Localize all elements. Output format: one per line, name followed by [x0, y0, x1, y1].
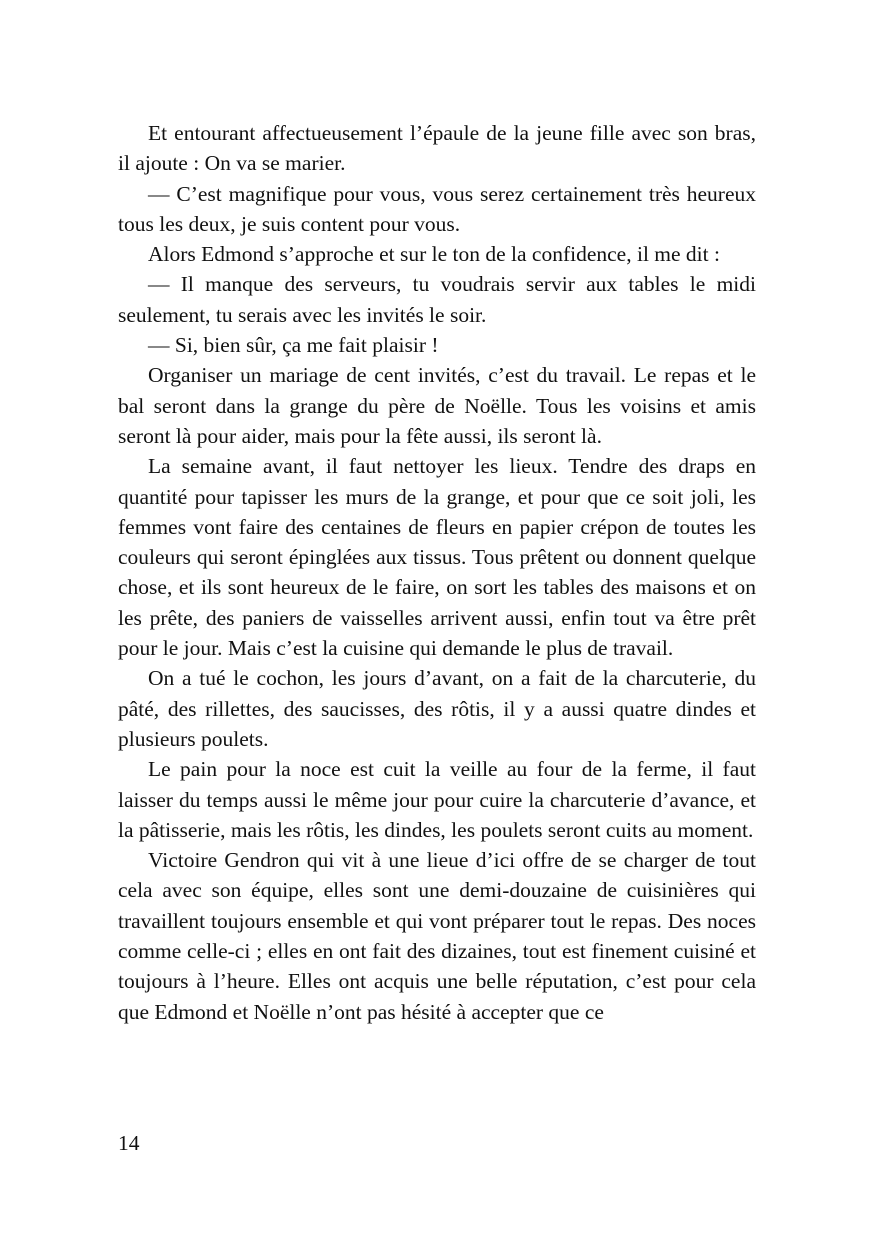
paragraph: — C’est magnifique pour vous, vous serez certainement très heureux tous les deux, je suis content pour vous. [118, 181, 756, 236]
paragraph: — Si, bien sûr, ça me fait plaisir ! [148, 333, 439, 358]
page-number: 14 [118, 1131, 140, 1155]
paragraph: — Il manque des serveurs, tu voudrais servir aux tables le midi seulement, tu serais avec les invités le soir. [118, 272, 756, 327]
paragraph: Et entourant affectueusement l’épaule de la jeune fille avec son bras, il ajoute : On va se marier. [118, 121, 756, 176]
paragraph: La semaine avant, il faut nettoyer les lieux. Tendre des draps en quantité pour tapisser les murs de la grange, et pour que ce soit joli, les femmes vont faire des centaines de fleurs en papier crépon de toutes les couleurs qui seront épinglées aux tissus. Tous prêtent ou donnent quelque chose, et ils sont heureux de le faire, on sort les tables des maisons et on les prête, des paniers de vaisselles arrivent aussi, enfin tout va être prêt pour le jour. Mais c’est la cuisine qui demande le plus de travail. [118, 454, 756, 661]
paragraph: Victoire Gendron qui vit à une lieue d’ici offre de se charger de tout cela avec son équipe, elles sont une demi-douzaine de cuisinières qui travaillent toujours ensemble et qui vont préparer tout le repas. Des noces comme celle-ci ; elles en ont fait des dizaines, tout est finement cuisiné et toujours à l’heure. Elles ont acquis une belle réputation, c’est pour cela que Edmond et Noëlle n’ont pas hésité à accepter que ce [118, 848, 756, 1024]
paragraph: On a tué le cochon, les jours d’avant, on a fait de la charcuterie, du pâté, des rillettes, des saucisses, des rôtis, il y a aussi quatre dindes et plusieurs poulets. [118, 666, 756, 751]
paragraph: Alors Edmond s’approche et sur le ton de la confidence, il me dit : [148, 242, 720, 267]
paragraph: Organiser un mariage de cent invités, c’est du travail. Le repas et le bal seront dans la grange du père de Noëlle. Tous les voisins et amis seront là pour aider, mais pour la fête aussi, ils seront là. [118, 363, 756, 448]
body-text [118, 118, 756, 1027]
paragraph: Le pain pour la noce est cuit la veille au four de la ferme, il faut laisser du temps aussi le même jour pour cuire la charcuterie d’avance, et la pâtisserie, mais les rôtis, les dindes, les poulets seront cuits au moment. [118, 757, 756, 842]
